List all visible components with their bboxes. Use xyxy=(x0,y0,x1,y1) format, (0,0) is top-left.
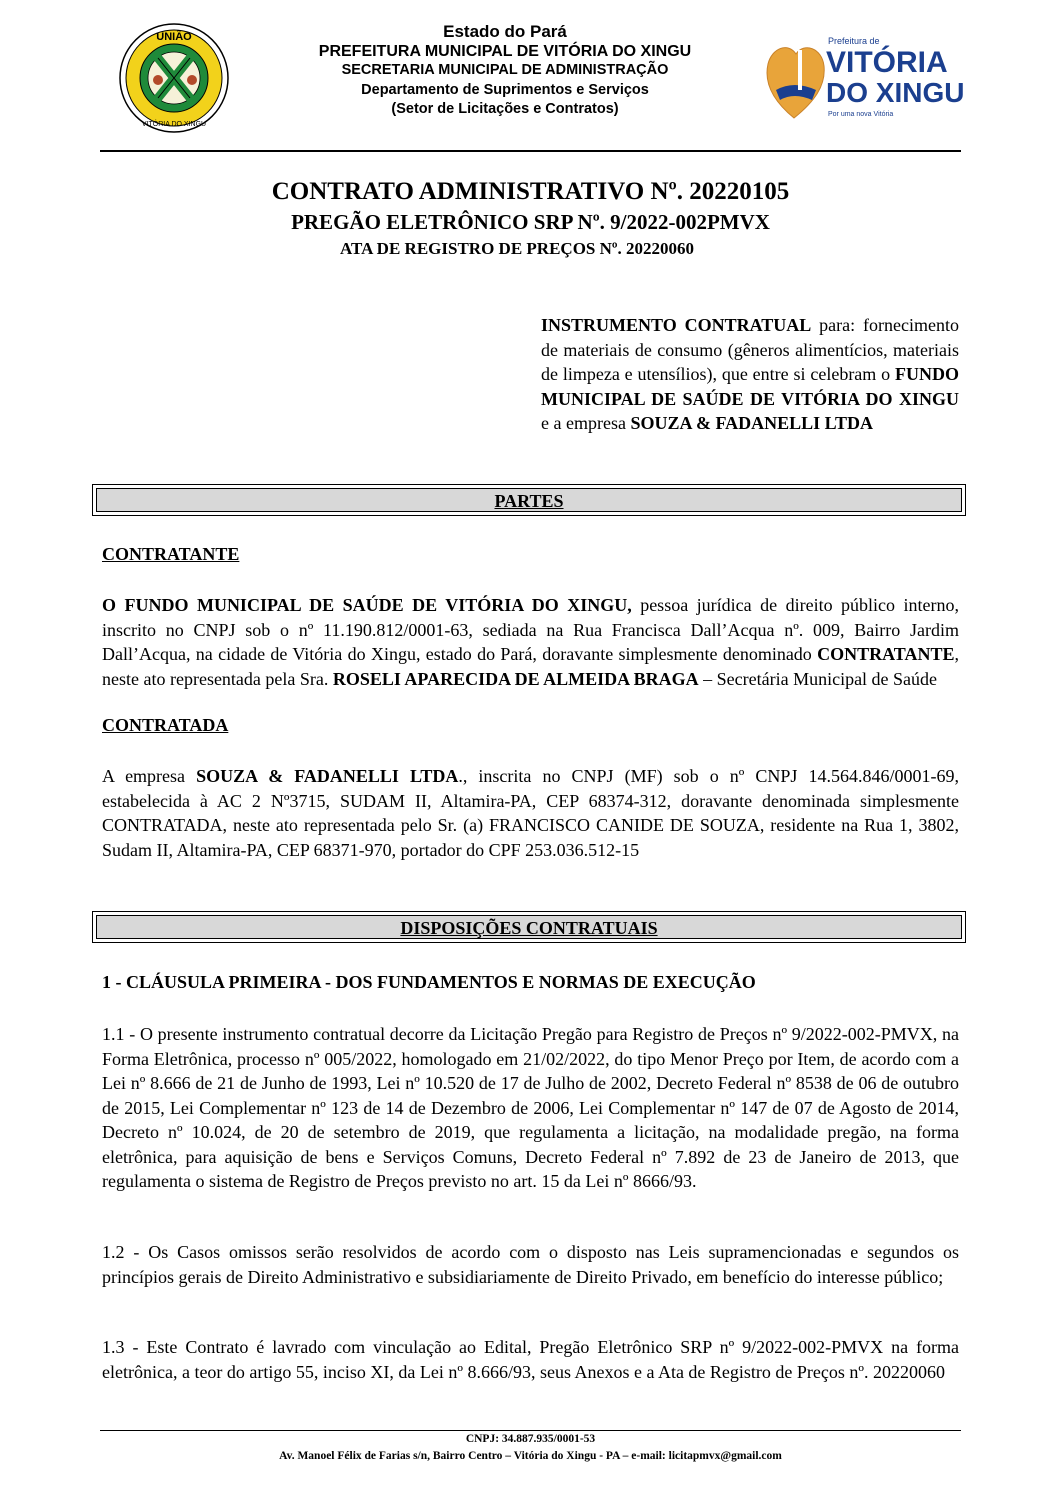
state-name: Estado do Pará xyxy=(443,22,567,41)
clause-1-3: 1.3 - Este Contrato é lavrado com vinculação ao Edital, Pregão Eletrônico SRP nº 9/2022-002-PMVX na forma eletrônica, a teor do artigo 55, inciso XI, da Lei nº 8.666/93, seus Anexos e a Ata de Registro de Preços nº. 20220060 xyxy=(102,1337,959,1382)
clause-1-title: 1 - CLÁUSULA PRIMEIRA - DOS FUNDAMENTOS E NORMAS DE EXECUÇÃO xyxy=(102,972,756,992)
vitoria-do-xingu-logo xyxy=(762,30,965,125)
contratante-paragraph: O FUNDO MUNICIPAL DE SAÚDE DE VITÓRIA DO XINGU, pessoa jurídica de direito público interno, inscrito no CNPJ sob o nº 11.190.812/0001-63, sediada na Rua Francisca Dall’Acqua nº. 009, Bairro Jardim Dall’Acqua, na cidade de Vitória do Xingu, estado do Pará, doravante simplesmente denominado CONTRATANTE, neste ato representada pela Sra. ROSELI APARECIDA DE ALMEIDA BRAGA – Secretária Municipal de Saúde xyxy=(102,595,960,689)
setor-name: (Setor de Licitações e Contratos) xyxy=(391,101,619,117)
footer-address: Av. Manoel Félix de Farias s/n, Bairro Centro – Vitória do Xingu - PA – e-mail: licitapmvx@gmail.com xyxy=(279,1450,782,1462)
svg-text:VITÓRIA DO XINGU: VITÓRIA DO XINGU xyxy=(141,121,207,128)
instrument-summary: INSTRUMENTO CONTRATUAL para: fornecimento de materiais de consumo (gêneros alimentícios, materiais de limpeza e utensílios), que entre si celebram o FUNDO MUNICIPAL DE SAÚDE DE VITÓRIA DO XINGU e a empresa SOUZA & FADANELLI LTDA xyxy=(541,315,960,433)
logo-line2: DO XINGU xyxy=(826,77,965,108)
contract-title: CONTRATO ADMINISTRATIVO Nº. 20220105 xyxy=(271,178,790,205)
secretaria-name: SECRETARIA MUNICIPAL DE ADMINISTRAÇÃO xyxy=(341,62,669,78)
contratada-label: CONTRATADA xyxy=(102,715,229,735)
ata-title: ATA DE REGISTRO DE PREÇOS Nº. 20220060 xyxy=(340,239,695,258)
footer-divider xyxy=(100,1430,961,1431)
svg-text:Prefeitura de: Prefeitura de xyxy=(828,36,880,46)
clause-1-2: 1.2 - Os Casos omissos serão resolvidos de acordo com o disposto nas Leis supramencionadas e segundos os princípios gerais de Direito Administrativo e subsidiariamente de Direito Privado, em benefício do interesse público; xyxy=(102,1242,959,1287)
clause-1-1: 1.1 - O presente instrumento contratual decorre da Licitação Pregão para Registro de Preços nº 9/2022-002-PMVX, na Forma Eletrônica, processo nº 005/2022, homologado em 21/02/2022, do tipo Menor Preço por Item, de acordo com a Lei nº 8.666 de 21 de Junho de 1993, Lei nº 10.520 de 17 de Julho de 2002, Decreto Federal nº 8538 de 06 de outubro de 2015, Lei Complementar nº 123 de 14 de Dezembro de 2006, Lei Complementar nº 147 de 07 de Agosto de 2014, Decreto nº 10.024, de 20 de setembro de 2019, que regulamenta a licitação, na modalidade pregão, na forma eletrônica, para aquisição de bens e Serviços Comuns, Decreto Federal nº 7.892 de 23 de Janeiro de 2013, que regulamenta o sistema de Registro de Preços previsto no art. 15 da Lei nº 8666/93. xyxy=(102,1024,959,1191)
section-header-disposicoes: DISPOSIÇÕES CONTRATUAIS xyxy=(92,911,966,943)
header-divider xyxy=(100,150,961,152)
section-header-partes: PARTES xyxy=(92,484,966,516)
municipal-seal-emblem xyxy=(118,22,230,134)
contratante-label: CONTRATANTE xyxy=(102,544,240,564)
seal-top-text: UNIÃO xyxy=(156,31,192,43)
footer-cnpj: CNPJ: 34.887.935/0001-53 xyxy=(465,1433,596,1445)
logo-line1: VITÓRIA xyxy=(826,46,948,79)
contratada-paragraph: A empresa SOUZA & FADANELLI LTDA., inscrita no CNPJ (MF) sob o nº CNPJ 14.564.846/0001-69, estabelecida à AC 2 Nº3715, SUDAM II, Altamira-PA, CEP 68374-312, doravante denominada simplesmente CONTRATADA, neste ato representada pelo Sr. (a) FRANCISCO CANIDE DE SOUZA, residente na Rua 1, 3802, Sudam II, Altamira-PA, CEP 68371-970, portador do CPF 253.036.512-15 xyxy=(102,766,959,860)
svg-text:Por uma nova Vitória: Por uma nova Vitória xyxy=(828,111,894,118)
letterhead-text xyxy=(250,22,760,120)
pregao-title: PREGÃO ELETRÔNICO SRP Nº. 9/2022-002PMVX xyxy=(291,210,770,234)
prefeitura-name: PREFEITURA MUNICIPAL DE VITÓRIA DO XINGU xyxy=(318,42,692,60)
departamento-name: Departamento de Suprimentos e Serviços xyxy=(361,81,649,98)
